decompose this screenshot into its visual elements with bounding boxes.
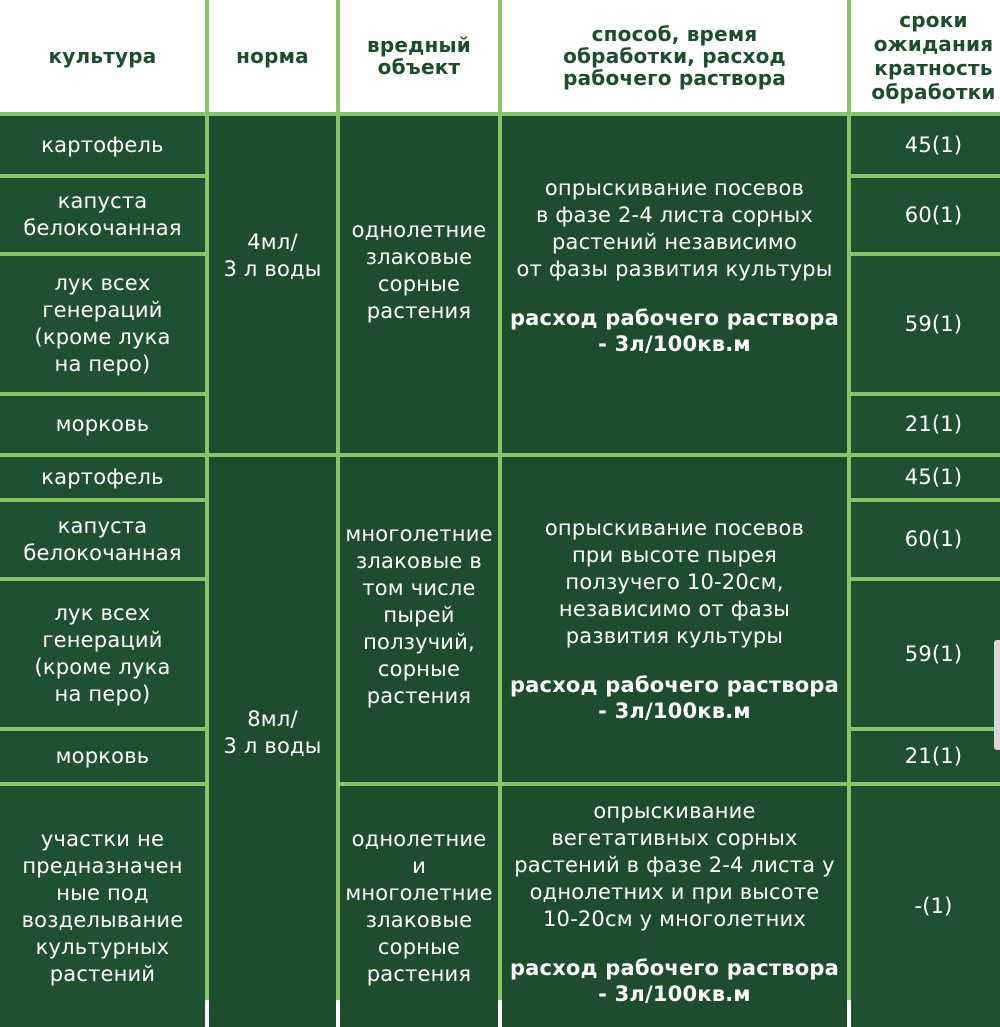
method-description: опрыскивание посевов в фазе 2-4 листа сорных растений независимо от фазы развития культуры: [516, 175, 833, 281]
header-culture: культура: [0, 0, 205, 112]
wait-cell: 60(1): [851, 178, 1000, 252]
header-method: способ, время обработки, расход рабочего раствора: [502, 0, 847, 112]
method-description: опрыскивание вегетативных сорных растений в фазе 2-4 листа у однолетних и при высоте 10-20см у многолетних: [514, 799, 835, 931]
pest-cell: однолетние злаковые сорные растения: [340, 116, 498, 453]
header-pest: вредный объект: [340, 0, 498, 112]
culture-cell: капуста белокочанная: [0, 502, 205, 577]
header-rate: норма: [209, 0, 336, 112]
culture-cell: картофель: [0, 457, 205, 498]
method-solution-rate: расход рабочего раствора - 3л/100кв.м: [509, 305, 840, 356]
pest-cell: многолетние злаковые в том числе пырей ползучий, сорные растения: [340, 457, 498, 782]
culture-cell: участки не предназначен ные под возделывание культурных растений: [0, 786, 205, 1027]
wait-cell: -(1): [851, 786, 1000, 1027]
culture-cell: морковь: [0, 396, 205, 453]
rate-cell: 4мл/ 3 л воды: [209, 116, 336, 453]
wait-cell: 60(1): [851, 502, 1000, 577]
wait-cell: 45(1): [851, 116, 1000, 174]
rate-cell: 8мл/ 3 л воды: [209, 457, 336, 1027]
culture-cell: морковь: [0, 731, 205, 782]
wait-cell: 21(1): [851, 396, 1000, 453]
culture-cell: лук всех генераций (кроме лука на перо): [0, 581, 205, 727]
culture-cell: капуста белокочанная: [0, 178, 205, 252]
method-cell: [502, 457, 847, 782]
pest-cell: однолетние и многолетние злаковые сорные растения: [340, 786, 498, 1027]
method-cell: [502, 116, 847, 453]
page-edge-decoration: [994, 640, 1000, 750]
method-solution-rate: расход рабочего раствора - 3л/100кв.м: [509, 673, 840, 723]
culture-cell: картофель: [0, 116, 205, 174]
method-cell: [502, 786, 847, 1027]
wait-cell: 21(1): [851, 731, 1000, 782]
culture-cell: лук всех генераций (кроме лука на перо): [0, 256, 205, 392]
wait-cell: 59(1): [851, 256, 1000, 392]
header-wait: сроки ожидания кратность обработки: [851, 0, 1000, 112]
wait-cell: 45(1): [851, 457, 1000, 498]
method-description: опрыскивание посевов при высоте пырея ползучего 10-20см, независимо от фазы развития культуры: [544, 516, 805, 648]
wait-cell: 59(1): [851, 581, 1000, 727]
method-solution-rate: расход рабочего раствора - 3л/100кв.м: [509, 956, 840, 1006]
